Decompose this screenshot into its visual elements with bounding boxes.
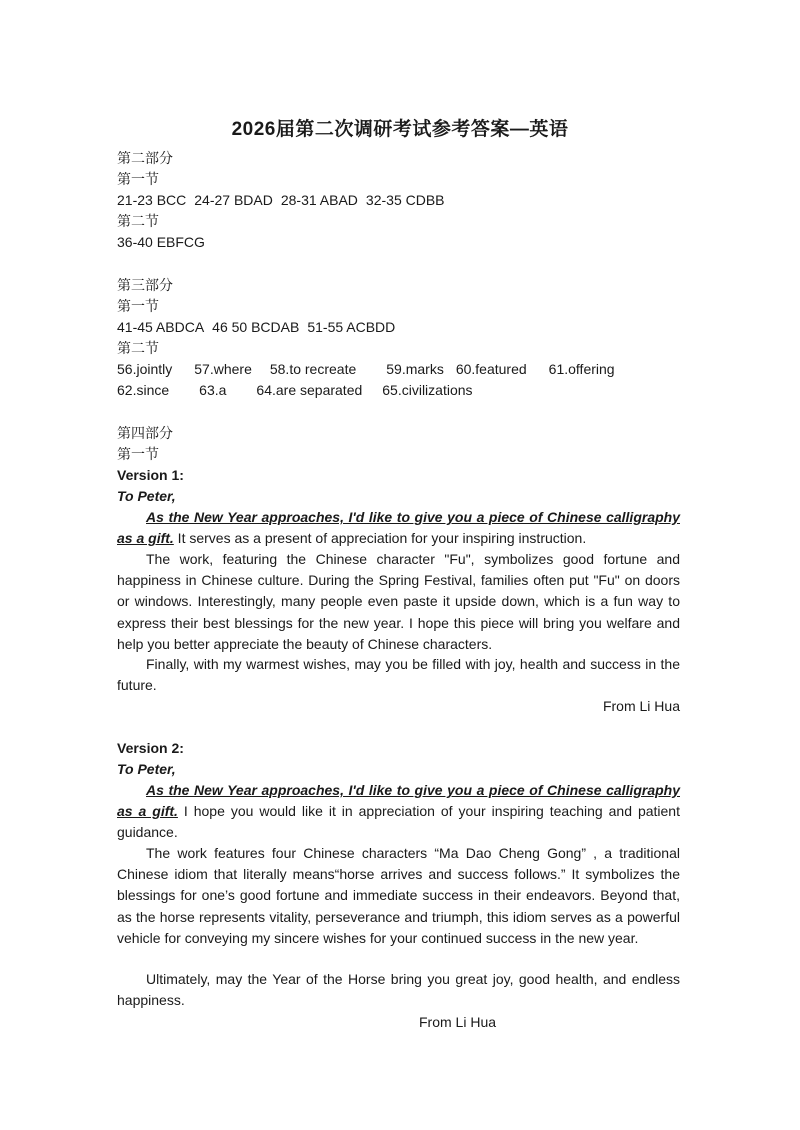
version1-signature: From Li Hua (602, 698, 680, 714)
version2-label: Version 2: (117, 740, 184, 756)
part3-section2-row1 (117, 359, 615, 379)
part3-section1-heading: 第一节 (117, 298, 159, 314)
part2-section1-heading: 第一节 (117, 171, 159, 187)
answer-group: 24-27 BDAD (194, 192, 273, 208)
version1-paragraph3: Finally, with my warmest wishes, may you be filled with joy, health and success in the future. (117, 656, 680, 694)
part2-section1-answers (117, 190, 445, 210)
answer-item: 59.marks (386, 361, 444, 377)
version2-emphasis: As the New Year approaches, I'd like to give you a piece of Chinese calligraphy as a gift. (117, 782, 680, 820)
answer-item: 57.where (194, 361, 252, 377)
part3-section1-answers (117, 317, 395, 337)
answer-group: 32-35 CDBB (365, 192, 445, 208)
answer-item: 64.are separated (256, 382, 363, 398)
version1-greeting: To Peter, (117, 488, 176, 504)
version1-paragraph2: The work, featuring the Chinese character "Fu", symbolizes good fortune and happiness in Chinese culture. During the Spring Festival, families often put "Fu" on doors or windows. Interestingly, many people even paste it upside down, which is a fun way to express their best blessings for the new year. I hope this piece will bring you welfare and help you better appreciate the beauty of Chinese characters. (117, 551, 680, 652)
version2-paragraph1-rest: I hope you would like it in appreciation of your inspiring teaching and patient guidance. (117, 803, 680, 841)
answer-item: 65.civilizations (382, 382, 473, 398)
version2-greeting: To Peter, (117, 761, 176, 777)
part2-section2-heading: 第二节 (117, 213, 159, 229)
part3-section2-row2 (117, 380, 473, 400)
part4-section1-heading: 第一节 (117, 446, 159, 462)
answer-item: 60.featured (455, 361, 527, 377)
version2-paragraph3: Ultimately, may the Year of the Horse bring you great joy, good health, and endless happiness. (117, 971, 680, 1009)
version2-signature: From Li Hua (419, 1014, 497, 1030)
answer-item: 63.a (199, 382, 227, 398)
answer-item: 56.jointly (117, 361, 173, 377)
part4-heading: 第四部分 (117, 425, 173, 441)
version1-emphasis: As the New Year approaches, I'd like to give you a piece of Chinese calligraphy as a gift. (117, 509, 680, 547)
answer-item: 62.since (117, 382, 170, 398)
version2-paragraph1 (117, 780, 680, 844)
part2-section2-answers: 36-40 EBFCG (117, 234, 205, 250)
part3-heading: 第三部分 (117, 277, 173, 293)
part2-heading: 第二部分 (117, 150, 173, 166)
version1-paragraph1-rest: It serves as a present of appreciation for your inspiring instruction. (173, 530, 587, 547)
version1-paragraph1 (117, 507, 680, 549)
answer-item: 58.to recreate (269, 361, 357, 377)
version1-label: Version 1: (117, 467, 184, 483)
answer-item: 61.offering (548, 361, 615, 377)
answer-group: 51-55 ACBDD (307, 319, 396, 335)
answer-group: 28-31 ABAD (280, 192, 358, 208)
answer-group: 41-45 ABDCA (117, 319, 205, 335)
version2-paragraph2: The work features four Chinese characters “Ma Dao Cheng Gong” , a traditional Chinese idiom that literally means“horse arrives and success follows.” It symbolizes the blessings for one’s good fortune and immediate success in their endeavors. Beyond that, as the horse represents vitality, perseverance and triumph, this idiom serves as a powerful vehicle for conveying my sincere wishes for your continued success in the new year. (117, 845, 680, 946)
answer-group: 46 50 BCDAB (212, 319, 300, 335)
page-title: 2026届第二次调研考试参考答案—英语 (231, 119, 569, 140)
part3-section2-heading: 第二节 (117, 340, 159, 356)
answer-group: 21-23 BCC (117, 192, 187, 208)
